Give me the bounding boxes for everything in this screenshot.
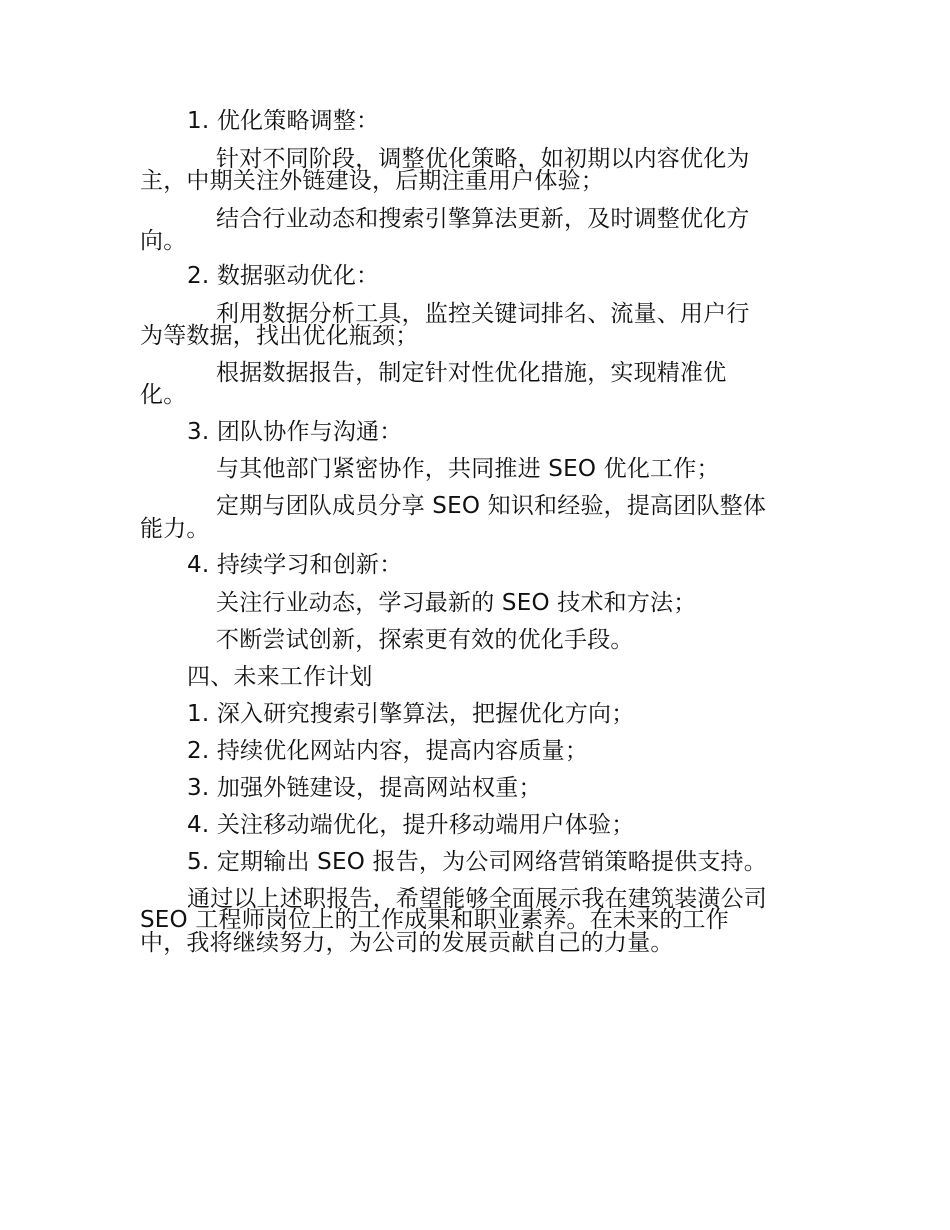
paragraph-line: 关注行业动态，学习最新的 SEO 技术和方法； [216,590,697,616]
paragraph-line: 根据数据报告，制定针对性优化措施，实现精准优 [216,360,727,386]
plan-item: 1. 深入研究搜索引擎算法，把握优化方向； [187,701,635,727]
paragraph-line: 利用数据分析工具，监控关键词排名、流量、用户行 [216,301,750,327]
heading-continuous-learning: 4. 持续学习和创新： [187,552,403,578]
plan-item: 4. 关注移动端优化，提升移动端用户体验； [187,812,635,838]
paragraph-line: 针对不同阶段，调整优化策略，如初期以内容优化为 [216,146,750,172]
paragraph-line: 不断尝试创新，探索更有效的优化手段。 [216,627,634,653]
heading-data-driven: 2. 数据驱动优化： [187,263,380,289]
heading-optimization-strategy: 1. 优化策略调整： [187,108,380,134]
section-heading-future-plan: 四、未来工作计划 [187,664,373,690]
conclusion-line: 通过以上述职报告，希望能够全面展示我在建筑装潢公司 [187,886,767,912]
heading-team-collaboration: 3. 团队协作与沟通： [187,419,403,445]
paragraph-line: 向。 [140,228,187,254]
conclusion-line: 中，我将继续努力，为公司的发展贡献自己的力量。 [140,930,674,956]
conclusion-line: SEO 工程师岗位上的工作成果和职业素养。在未来的工作 [140,907,729,933]
plan-item: 3. 加强外链建设，提高网站权重； [187,775,542,801]
paragraph-line: 与其他部门紧密协作，共同推进 SEO 优化工作； [216,456,720,482]
paragraph-line: 主，中期关注外链建设，后期注重用户体验； [140,168,604,194]
plan-item: 2. 持续优化网站内容，提高内容质量； [187,738,589,764]
paragraph-line: 为等数据，找出优化瓶颈； [140,323,419,349]
paragraph-line: 定期与团队成员分享 SEO 知识和经验，提高团队整体 [216,493,767,519]
paragraph-line: 结合行业动态和搜索引擎算法更新，及时调整优化方 [216,206,750,232]
paragraph-line: 能力。 [140,516,210,542]
paragraph-line: 化。 [140,382,187,408]
plan-item: 5. 定期输出 SEO 报告，为公司网络营销策略提供支持。 [187,849,767,875]
